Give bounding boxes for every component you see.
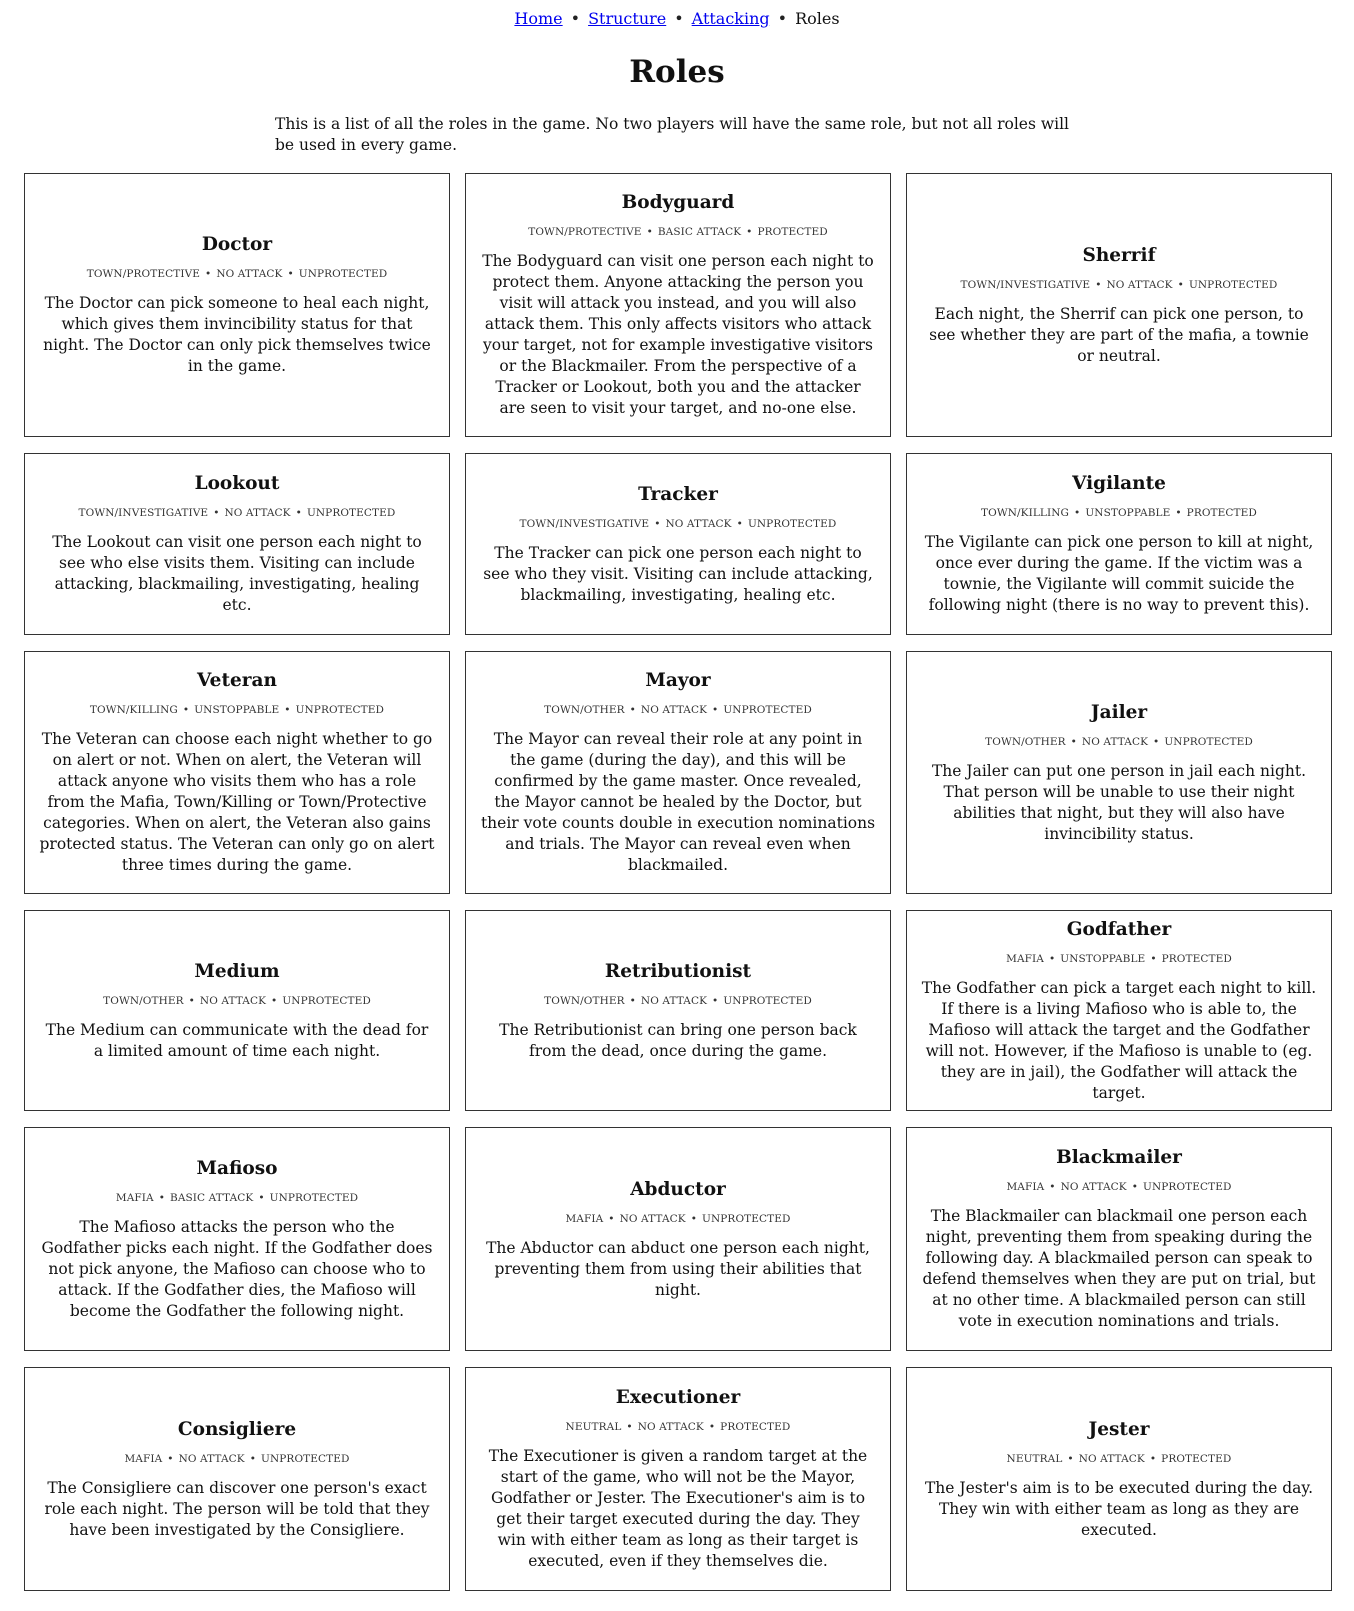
tag-separator: • bbox=[213, 507, 220, 519]
role-tag: UNPROTECTED bbox=[261, 1452, 350, 1465]
tag-separator: • bbox=[1070, 735, 1077, 748]
role-name: Executioner bbox=[615, 1387, 741, 1408]
tag-separator: • bbox=[1153, 735, 1160, 748]
role-card-tracker bbox=[465, 453, 891, 635]
role-description: The Medium can communicate with the dead for a limited amount of time each night. bbox=[45, 1020, 429, 1060]
role-card-doctor bbox=[24, 173, 450, 437]
tag-separator: • bbox=[258, 1191, 265, 1204]
role-tags bbox=[544, 994, 812, 1008]
role-tag: TOWN/OTHER bbox=[544, 704, 625, 716]
role-tag: NO ATTACK bbox=[1060, 1181, 1127, 1193]
breadcrumb bbox=[0, 8, 1354, 30]
role-name: Mayor bbox=[645, 670, 711, 691]
role-description: The Bodyguard can visit one person each night to protect them. Anyone attacking the person you visit will attack you instead, and you will also attack them. This only affects visitors who attack your target, not for example investigative visitors or the Blackmailer. From the perspective of a Tracker or Lookout, both you and the attacker are seen to visit your target, and no-one else. bbox=[482, 252, 874, 417]
tag-separator: • bbox=[736, 517, 743, 530]
intro-text: This is a list of all the roles in the game. No two players will have the same role, but not all roles will be used in every game. bbox=[275, 115, 1069, 154]
role-tag: MAFIA bbox=[115, 1191, 154, 1204]
role-description: The Lookout can visit one person each night to see who else visits them. Visiting can include attacking, blackmailing, investigating, healing etc. bbox=[52, 533, 422, 614]
page-title: Roles bbox=[629, 54, 725, 90]
role-description: The Abductor can abduct one person each night, preventing them from using their abilities that night. bbox=[486, 1238, 870, 1299]
role-tag: PROTECTED bbox=[757, 226, 828, 238]
role-name: Bodyguard bbox=[621, 192, 735, 213]
breadcrumb-separator: • bbox=[777, 9, 788, 28]
role-description: The Jailer can put one person in jail each night. That person will be unable to use their night abilities that night, but they will also have invincibility status. bbox=[931, 761, 1307, 843]
tag-separator: • bbox=[158, 1191, 166, 1204]
role-tags bbox=[87, 267, 388, 281]
role-name: Jailer bbox=[1090, 701, 1148, 723]
breadcrumb-link-structure[interactable]: Structure bbox=[588, 9, 667, 28]
tag-separator: • bbox=[654, 517, 661, 530]
role-card-sherrif bbox=[906, 173, 1332, 437]
role-tag: NO ATTACK bbox=[178, 1452, 245, 1465]
role-tag: UNSTOPPABLE bbox=[1085, 507, 1171, 519]
role-tags bbox=[981, 506, 1257, 520]
breadcrumb-separator: • bbox=[674, 9, 684, 28]
tag-separator: • bbox=[1067, 1452, 1074, 1465]
role-grid bbox=[24, 173, 1331, 1591]
role-tags bbox=[520, 517, 837, 531]
role-tag: UNPROTECTED bbox=[295, 704, 385, 716]
role-tag: MAFIA bbox=[1006, 952, 1044, 965]
role-tag: TOWN/PROTECTIVE bbox=[86, 268, 201, 280]
tag-separator: • bbox=[1131, 1181, 1139, 1193]
role-name: Godfather bbox=[1066, 918, 1172, 940]
tag-separator: • bbox=[1175, 507, 1182, 519]
role-tags bbox=[985, 735, 1253, 749]
tag-separator: • bbox=[1177, 278, 1184, 291]
role-tags bbox=[124, 1452, 349, 1466]
role-tag: TOWN/KILLING bbox=[981, 507, 1070, 519]
role-tag: UNPROTECTED bbox=[298, 268, 388, 280]
role-tag: PROTECTED bbox=[1161, 952, 1232, 965]
role-card-blackmailer bbox=[906, 1127, 1332, 1351]
role-tag: NO ATTACK bbox=[619, 1212, 686, 1225]
role-tag: UNPROTECTED bbox=[306, 507, 396, 519]
role-name: Sherrif bbox=[1082, 244, 1156, 266]
role-tag: NO ATTACK bbox=[637, 1421, 704, 1433]
role-tag: PROTECTED bbox=[1161, 1452, 1232, 1465]
tag-separator: • bbox=[608, 1212, 615, 1225]
role-tag: PROTECTED bbox=[720, 1421, 791, 1433]
role-card-jester bbox=[906, 1367, 1332, 1591]
role-name: Blackmailer bbox=[1056, 1147, 1182, 1168]
role-tag: NO ATTACK bbox=[1081, 735, 1149, 748]
role-tag: TOWN/OTHER bbox=[985, 735, 1066, 748]
role-name: Doctor bbox=[201, 234, 273, 255]
role-tag: TOWN/OTHER bbox=[544, 994, 625, 1007]
role-card-vigilante bbox=[906, 453, 1332, 635]
role-tags bbox=[566, 1420, 791, 1434]
role-tags bbox=[90, 703, 384, 717]
tag-separator: • bbox=[746, 226, 753, 238]
breadcrumb-link-home[interactable]: Home bbox=[514, 9, 563, 28]
role-name: Veteran bbox=[197, 670, 277, 691]
role-tags bbox=[528, 225, 828, 239]
role-description: Each night, the Sherrif can pick one person, to see whether they are part of the mafia, a townie or neutral. bbox=[929, 304, 1309, 365]
role-tags bbox=[79, 506, 396, 520]
role-name: Lookout bbox=[194, 473, 280, 494]
role-description: The Consigliere can discover one person's exact role each night. The person will be told that they have been investigated by the Consigliere. bbox=[44, 1478, 430, 1539]
tag-separator: • bbox=[629, 994, 636, 1007]
tag-separator: • bbox=[1048, 952, 1056, 965]
role-tags bbox=[103, 994, 371, 1008]
role-tag: UNPROTECTED bbox=[723, 704, 812, 716]
role-name: Tracker bbox=[638, 483, 718, 505]
role-tags bbox=[116, 1191, 358, 1205]
role-tag: MAFIA bbox=[124, 1452, 163, 1465]
role-tags bbox=[961, 278, 1278, 292]
role-tag: PROTECTED bbox=[1186, 507, 1257, 519]
role-tag: UNPROTECTED bbox=[723, 994, 812, 1007]
role-description: The Mafioso attacks the person who the Godfather picks each night. If the Godfather does not pick anyone, the Mafioso can choose who to attack. If the Godfather dies, the Mafioso will become the Godfather the following night. bbox=[41, 1217, 433, 1320]
role-tag: TOWN/INVESTIGATIVE bbox=[960, 278, 1091, 291]
tag-separator: • bbox=[708, 1421, 716, 1433]
role-tags bbox=[1007, 1452, 1232, 1466]
role-card-lookout bbox=[24, 453, 450, 635]
role-card-mafioso bbox=[24, 1127, 450, 1351]
role-name: Retributionist bbox=[604, 960, 752, 982]
role-tag: MAFIA bbox=[565, 1212, 604, 1225]
tag-separator: • bbox=[690, 1212, 698, 1225]
tag-separator: • bbox=[1074, 507, 1081, 519]
role-card-jailer bbox=[906, 651, 1332, 894]
tag-separator: • bbox=[712, 704, 719, 716]
role-name: Vigilante bbox=[1072, 473, 1166, 494]
tag-separator: • bbox=[1149, 1452, 1157, 1465]
role-description: The Vigilante can pick one person to kill at night, once ever during the game. If the victim was a townie, the Vigilante will commit suicide the following night (there is no way to prevent this). bbox=[924, 533, 1314, 614]
role-tags bbox=[544, 703, 812, 717]
role-card-consigliere bbox=[24, 1367, 450, 1591]
role-tag: TOWN/OTHER bbox=[103, 994, 184, 1007]
role-card-medium bbox=[24, 910, 450, 1111]
role-description: The Mayor can reveal their role at any point in the game (during the day), and this will be confirmed by the game master. Once revealed, the Mayor cannot be healed by the Doctor, but their vote counts double in execution nominations and trials. The Mayor can reveal even when blackmailed. bbox=[480, 730, 876, 874]
role-tag: TOWN/INVESTIGATIVE bbox=[78, 507, 209, 519]
role-tag: MAFIA bbox=[1006, 1181, 1045, 1193]
tag-separator: • bbox=[205, 268, 212, 280]
role-tags bbox=[1006, 1180, 1231, 1194]
role-tag: TOWN/INVESTIGATIVE bbox=[519, 517, 650, 530]
role-tag: UNPROTECTED bbox=[702, 1212, 791, 1225]
role-tag: UNPROTECTED bbox=[1188, 278, 1278, 291]
tag-separator: • bbox=[284, 704, 291, 716]
role-card-executioner bbox=[465, 1367, 891, 1591]
role-tag: NO ATTACK bbox=[224, 507, 291, 519]
role-tag: NEUTRAL bbox=[565, 1421, 622, 1433]
role-description: The Godfather can pick a target each night to kill. If there is a living Mafioso who is able to, the Mafioso will attack the target and the Godfather will not. However, if the Mafioso is unable to (eg. they are in jail), the Godfather will attack the target. bbox=[921, 978, 1317, 1102]
role-tag: NO ATTACK bbox=[640, 994, 708, 1007]
role-tag: NEUTRAL bbox=[1006, 1452, 1063, 1465]
breadcrumb-separator: • bbox=[570, 9, 581, 28]
tag-separator: • bbox=[271, 994, 278, 1007]
tag-separator: • bbox=[182, 704, 190, 716]
role-description: The Doctor can pick someone to heal each night, which gives them invincibility status for that night. The Doctor can only pick themselves twice in the game. bbox=[43, 294, 431, 375]
role-tags bbox=[565, 1212, 790, 1226]
tag-separator: • bbox=[629, 704, 636, 716]
role-tag: UNPROTECTED bbox=[269, 1191, 359, 1204]
role-name: Consigliere bbox=[177, 1418, 297, 1440]
role-card-bodyguard bbox=[465, 173, 891, 437]
tag-separator: • bbox=[626, 1421, 633, 1433]
tag-separator: • bbox=[712, 994, 719, 1007]
tag-separator: • bbox=[188, 994, 195, 1007]
tag-separator: • bbox=[249, 1452, 257, 1465]
role-card-abductor bbox=[465, 1127, 891, 1351]
role-tag: TOWN/KILLING bbox=[89, 704, 178, 716]
role-tag: NO ATTACK bbox=[216, 268, 283, 280]
role-tag: NO ATTACK bbox=[665, 517, 732, 530]
role-tag: BASIC ATTACK bbox=[170, 1191, 254, 1204]
tag-separator: • bbox=[1150, 952, 1157, 965]
role-name: Medium bbox=[194, 960, 280, 982]
role-tag: UNSTOPPABLE bbox=[194, 704, 280, 716]
role-tag: UNPROTECTED bbox=[1164, 735, 1253, 748]
role-description: The Executioner is given a random target at the start of the game, who will not be the Mayor, Godfather or Jester. The Executioner's aim is to get their target executed during the day. They win with either team as long as their target is executed, even if they themselves die. bbox=[488, 1447, 868, 1570]
breadcrumb-link-attacking[interactable]: Attacking bbox=[691, 9, 770, 28]
tag-separator: • bbox=[295, 507, 302, 519]
role-description: The Veteran can choose each night whether to go on alert or not. When on alert, the Veteran will attack anyone who visits them who has a role from the Mafia, Town/Killing or Town/Protective categories. When on alert, the Veteran also gains protected status. The Veteran can only go on alert three times during the game. bbox=[39, 730, 435, 874]
role-tag: BASIC ATTACK bbox=[657, 226, 742, 238]
role-tag: NO ATTACK bbox=[1106, 278, 1173, 291]
role-description: The Jester's aim is to be executed during the day. They win with either team as long as they are executed. bbox=[924, 1478, 1314, 1539]
tag-separator: • bbox=[646, 226, 653, 238]
breadcrumb-current: Roles bbox=[795, 9, 840, 28]
role-tag: NO ATTACK bbox=[640, 704, 708, 716]
role-tags bbox=[1006, 952, 1232, 966]
role-card-veteran bbox=[24, 651, 450, 894]
role-card-godfather bbox=[906, 910, 1332, 1111]
role-tag: NO ATTACK bbox=[199, 994, 267, 1007]
role-name: Abductor bbox=[630, 1178, 726, 1200]
role-tag: TOWN/PROTECTIVE bbox=[528, 226, 642, 238]
role-tag: NO ATTACK bbox=[1078, 1452, 1145, 1465]
tag-separator: • bbox=[1049, 1181, 1056, 1193]
role-tag: UNPROTECTED bbox=[1143, 1181, 1232, 1193]
tag-separator: • bbox=[167, 1452, 174, 1465]
role-description: The Blackmailer can blackmail one person each night, preventing them from speaking during the following day. A blackmailed person can speak to defend themselves when they are put on trial, but at no other time. A blackmailed person can still vote in execution nominations and trials. bbox=[922, 1207, 1316, 1330]
role-name: Jester bbox=[1088, 1418, 1150, 1440]
tag-separator: • bbox=[1095, 278, 1102, 291]
role-tag: UNPROTECTED bbox=[747, 517, 837, 530]
role-description: The Retributionist can bring one person back from the dead, once during the game. bbox=[499, 1020, 857, 1060]
role-name: Mafioso bbox=[196, 1157, 278, 1179]
role-card-retributionist bbox=[465, 910, 891, 1111]
role-tag: UNPROTECTED bbox=[282, 994, 371, 1007]
tag-separator: • bbox=[287, 268, 294, 280]
role-tag: UNSTOPPABLE bbox=[1060, 952, 1146, 965]
role-card-mayor bbox=[465, 651, 891, 894]
role-description: The Tracker can pick one person each night to see who they visit. Visiting can include attacking, blackmailing, investigating, healing etc. bbox=[483, 543, 873, 604]
